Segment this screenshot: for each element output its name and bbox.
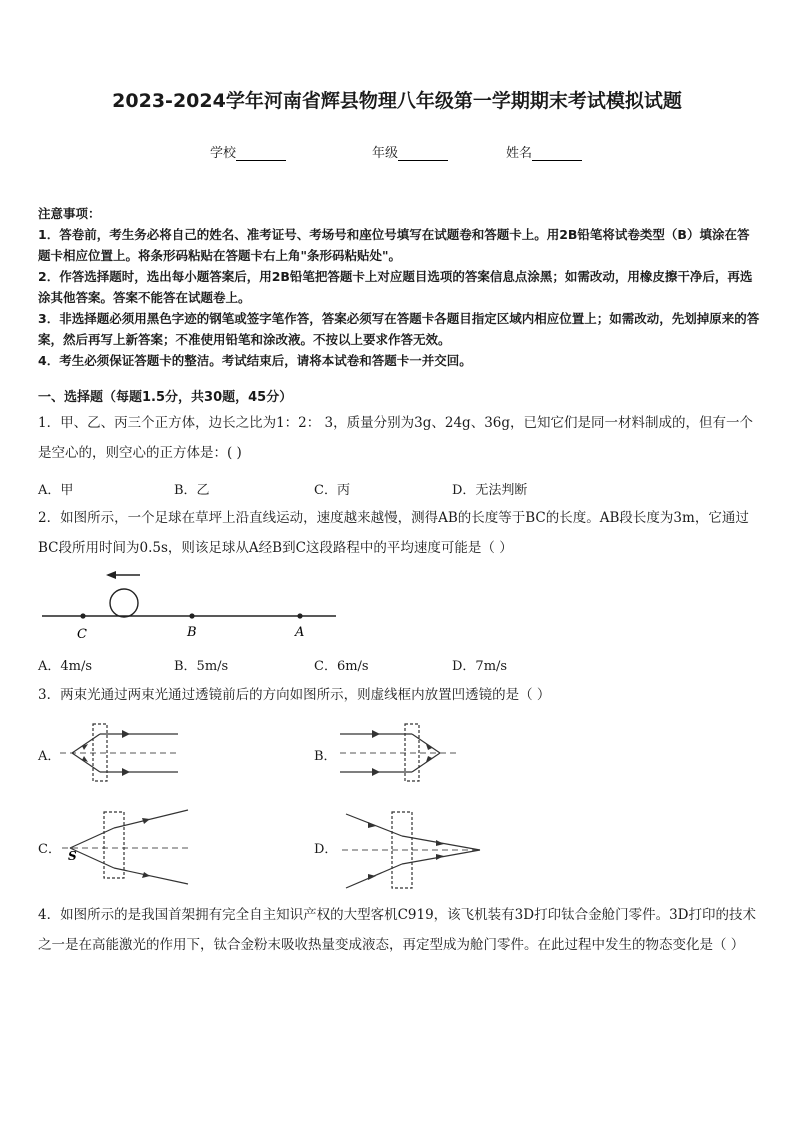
- name-label: 姓名: [506, 146, 533, 161]
- option-a[interactable]: A．4m/s: [38, 659, 93, 674]
- school-field: [210, 142, 286, 161]
- motion-arrow-head: [106, 571, 116, 579]
- note-item: 1．答卷前，考生务必将自己的姓名、准考证号、考场号和座位号填写在试题卷和答题卡上。用2B铅笔将试卷类型（B）填涂在答题卡相应位置上。将条形码粘贴在答题卡右上角"条形码粘贴处"。: [38, 227, 750, 263]
- question-1-text: [38, 408, 760, 468]
- label-a: A: [295, 625, 305, 640]
- question-4-stem: 4．如图所示的是我国首架拥有完全自主知识产权的大型客机C919，该飞机装有3D打印钛合金舱门零件。3D打印的技术之一是在高能激光的作用下，钛合金粉末吸收热量变成液态，再定型成为舱门零件。在此过程中发生的物态变化是（ ）: [38, 907, 757, 953]
- section-heading: 一、选择题（每题1.5分，共30题，45分）: [38, 390, 293, 405]
- lens-figure-c[interactable]: [62, 808, 192, 888]
- name-blank[interactable]: [532, 146, 582, 161]
- option-a-label[interactable]: A．: [38, 749, 61, 764]
- question-3-stem: 3．两束光通过两束光通过透镜前后的方向如图所示，则虚线框内放置凹透镜的是（ ）: [38, 687, 551, 703]
- option-c[interactable]: C．6m/s: [314, 659, 369, 674]
- notes-heading: 注意事项：: [38, 206, 101, 221]
- option-d-label[interactable]: D．: [314, 842, 338, 857]
- notes-block: [38, 203, 760, 371]
- grade-label: 年级: [372, 146, 399, 161]
- point-a: [297, 613, 302, 618]
- label-c: C: [77, 627, 87, 642]
- point-b: [189, 613, 194, 618]
- grade-blank[interactable]: [398, 146, 448, 161]
- lens-figure-a[interactable]: [60, 720, 180, 785]
- note-item: 4．考生必须保证答题卡的整洁。考试结束后，请将本试卷和答题卡一并交回。: [38, 353, 472, 368]
- option-c[interactable]: C．丙: [314, 483, 350, 498]
- name-field: [506, 142, 582, 161]
- option-b[interactable]: B．5m/s: [174, 659, 229, 674]
- option-d[interactable]: D．无法判断: [452, 483, 528, 498]
- school-label: 学校: [210, 146, 237, 161]
- question-1-stem: 1．甲、乙、丙三个正方体，边长之比为1：2： 3，质量分别为3g、24g、36g，已知它们是同一材料制成的，但有一个是空心的，则空心的正方体是：( ): [38, 415, 754, 461]
- question-2-text: [38, 503, 760, 563]
- question-2-stem: 2．如图所示，一个足球在草坪上沿直线运动，速度越来越慢，测得AB的长度等于BC的长度。AB段长度为3m，它通过BC段所用时间为0.5s，则该足球从A经B到C这段路程中的平均速度可能是（ ）: [38, 510, 749, 556]
- lens-figure-b[interactable]: [340, 720, 460, 785]
- grade-field: [372, 142, 448, 161]
- question-4-text: [38, 900, 760, 960]
- source-s-label: S: [68, 849, 77, 863]
- option-d[interactable]: D．7m/s: [452, 659, 508, 674]
- exam-title: 2023-2024学年河南省辉县物理八年级第一学期期末考试模拟试题: [112, 90, 682, 112]
- football-circle: [110, 589, 138, 617]
- note-item: 2．作答选择题时，选出每小题答案后，用2B铅笔把答题卡上对应题目选项的答案信息点涂黑；如需改动，用橡皮擦干净后，再选涂其他答案。答案不能答在试题卷上。: [38, 269, 753, 305]
- option-c-label[interactable]: C．: [38, 842, 61, 857]
- label-b: B: [187, 625, 197, 640]
- lens-figure-d[interactable]: [342, 808, 487, 893]
- option-b[interactable]: B．乙: [174, 483, 210, 498]
- option-a[interactable]: A．甲: [38, 483, 74, 498]
- question-3-text: [38, 680, 760, 710]
- football-figure: [40, 568, 340, 648]
- option-b-label[interactable]: B．: [314, 749, 337, 764]
- school-blank[interactable]: [236, 146, 286, 161]
- note-item: 3．非选择题必须用黑色字迹的钢笔或签字笔作答，答案必须写在答题卡各题目指定区域内相应位置上；如需改动，先划掉原来的答案，然后再写上新答案；不准使用铅笔和涂改液。不按以上要求作答无效。: [38, 311, 760, 347]
- point-c: [80, 613, 85, 618]
